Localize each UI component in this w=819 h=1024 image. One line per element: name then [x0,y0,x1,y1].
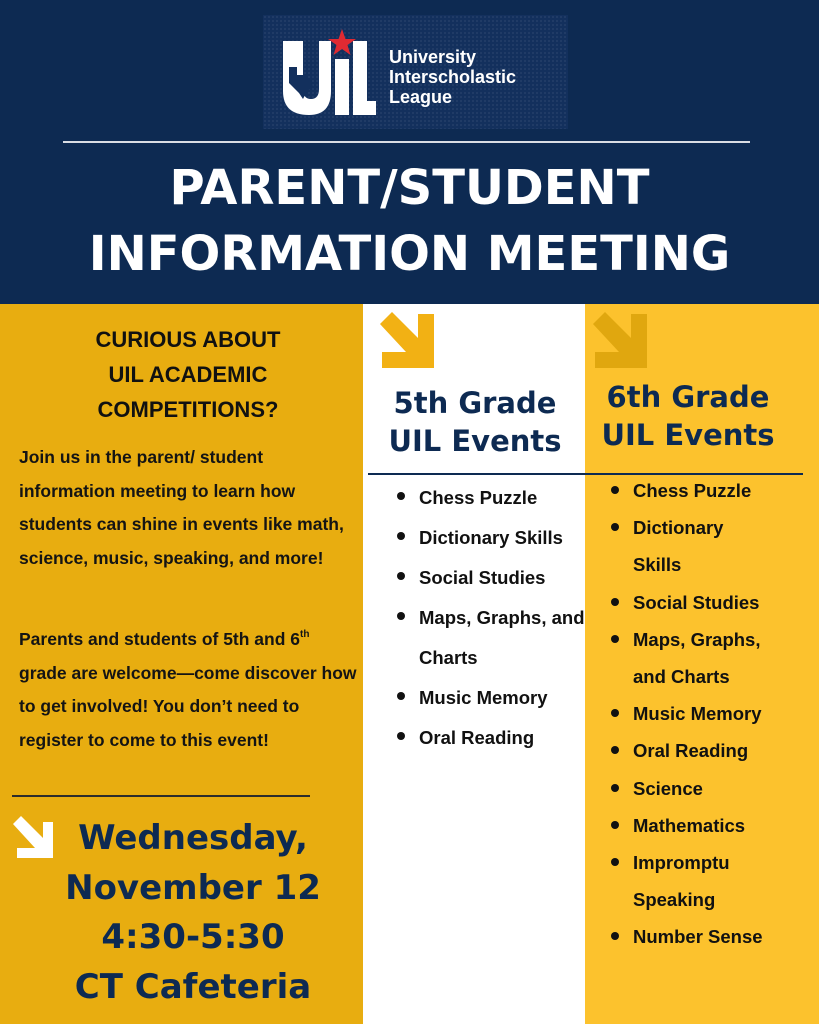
title-line-1: PARENT/STUDENT [169,160,650,216]
grade6-event-list [609,472,809,956]
arrow-down-right-icon [591,308,653,372]
list-item: Music Memory [609,695,809,732]
list-item: Maps, Graphs, and Charts [395,598,585,678]
welcome-text-rest: grade are welcome—come discover how to get involved! You don’t need to register to come to this event! [19,662,357,750]
uil-logo [263,15,568,129]
event-location: CT Cafeteria [74,966,312,1007]
list-item: Dictionary Skills [395,518,585,558]
grade5-heading-line: UIL Events [388,424,562,458]
event-date: November 12 [65,867,321,908]
event-time: 4:30-5:30 [101,917,285,957]
list-item: Social Studies [395,558,585,598]
list-item: Social Studies [609,584,809,621]
logo-line-3: League [389,87,453,107]
event-day: Wednesday, [78,818,308,858]
grade5-heading [370,384,580,460]
grade5-heading-line: 5th Grade [393,386,557,420]
list-item: Music Memory [395,678,585,718]
list-item: Oral Reading [395,718,585,758]
list-item: Number Sense [609,918,809,955]
grade6-heading-line: UIL Events [601,418,775,452]
list-item: Impromptu Speaking [609,844,759,918]
ordinal-suffix: th [300,629,310,641]
intro-paragraph: Join us in the parent/ student information meeting to learn how students can shine in events like math, science, music, speaking, and more! [19,447,344,568]
list-item: Dictionary Skills [609,509,749,583]
list-item: Oral Reading [609,732,809,769]
curious-line: CURIOUS ABOUT [95,327,281,352]
uil-logo-text [389,47,516,107]
grade6-heading-line: 6th Grade [606,380,770,414]
left-divider [12,795,310,797]
header-banner [0,0,819,304]
list-item: Mathematics [609,807,809,844]
header-divider [63,141,750,143]
list-item: Science [609,770,809,807]
logo-line-2: Interscholastic [389,67,517,87]
list-item: Maps, Graphs, and Charts [609,621,789,695]
logo-line-1: University [389,47,477,67]
arrow-down-right-icon [378,308,440,372]
welcome-text-lead: Parents and students of 5th and 6 [19,629,301,649]
event-details [38,814,348,1012]
curious-headline [20,322,356,427]
curious-line: UIL ACADEMIC [108,362,268,387]
grade5-event-list [395,478,585,758]
grade6-heading [588,378,788,454]
title-line-2: INFORMATION MEETING [88,226,731,282]
list-item: Chess Puzzle [609,472,809,509]
curious-line: COMPETITIONS? [97,397,279,422]
uil-letters-logo-icon [281,29,376,119]
list-item: Chess Puzzle [395,478,585,518]
welcome-paragraph [19,623,361,757]
